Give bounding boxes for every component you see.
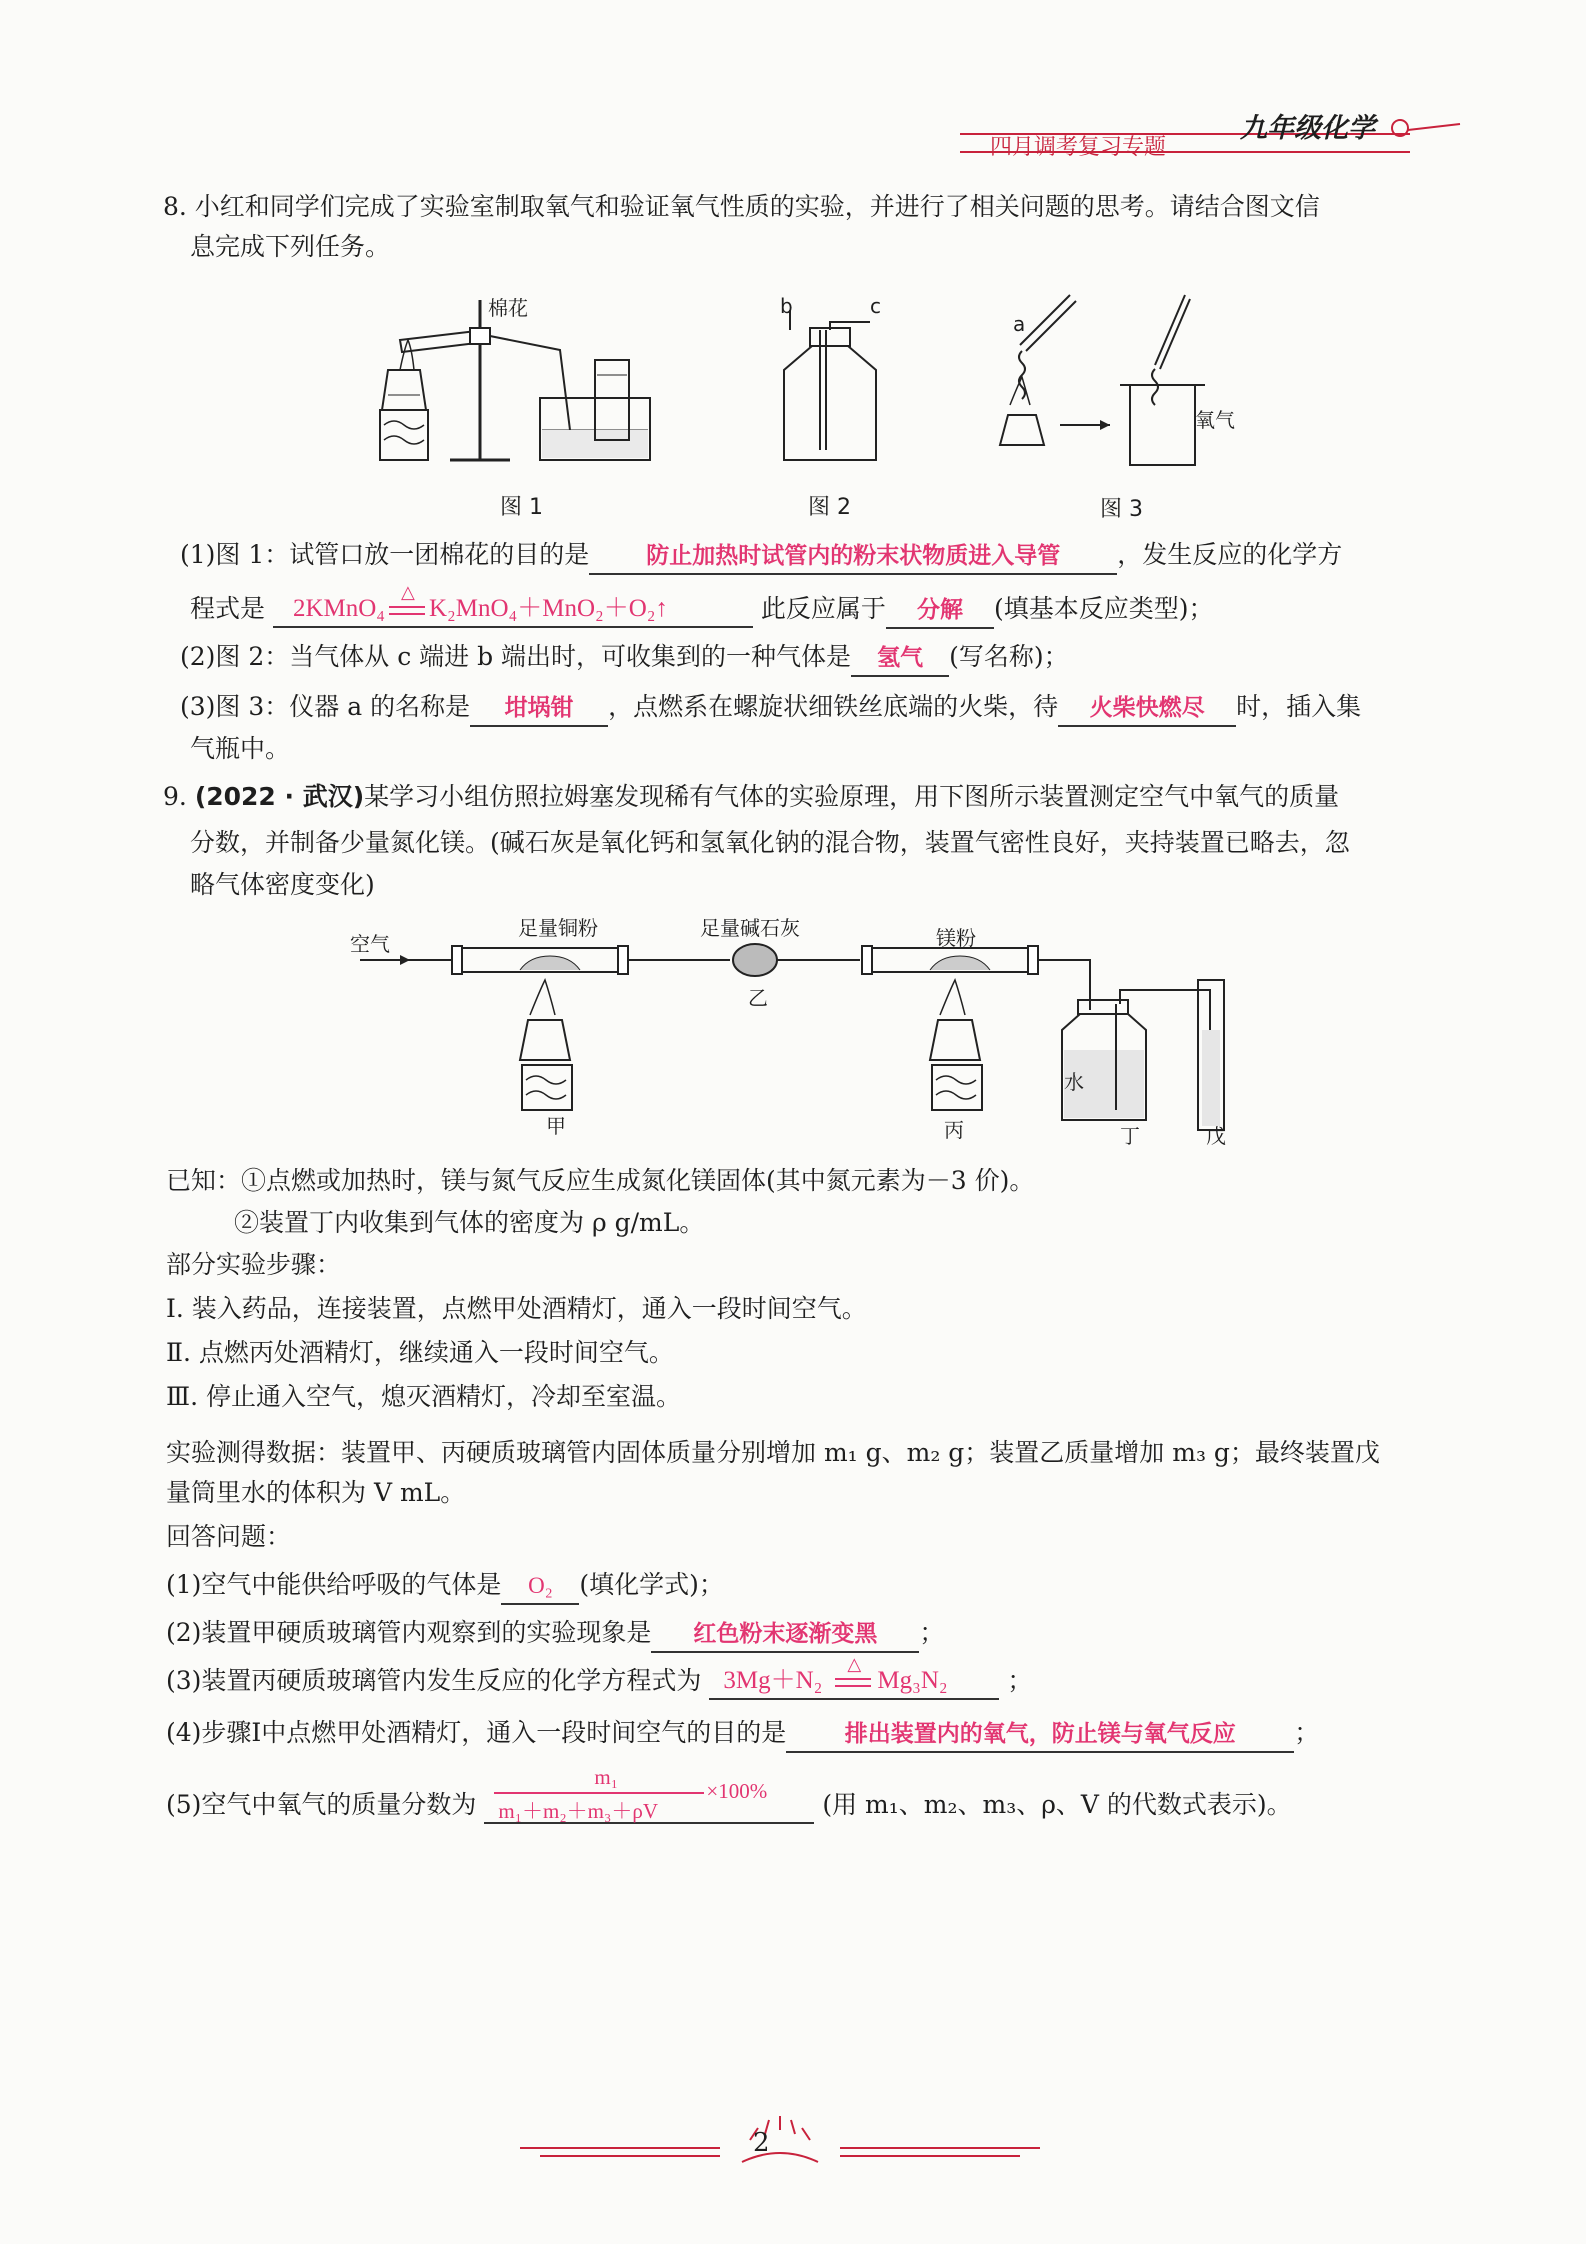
q9-label-air: 空气 [350, 932, 390, 956]
q8-eq-left: 2KMnO₄ [292, 595, 386, 622]
q9-label-ding: 丁 [1120, 1124, 1140, 1148]
q8-label-a: a [1013, 312, 1026, 336]
q9-data-line2: 量筒里水的体积为 V mL。 [166, 1478, 466, 1507]
q9-answer4 [166, 1716, 1319, 1753]
q9-a3-eq-right: Mg₃N₂ [877, 1667, 948, 1694]
q9-source: (2022 · 武汉) [194, 782, 365, 811]
q9-a2-suffix: ； [919, 1618, 945, 1647]
q9-data-line1: 实验测得数据：装置甲、丙硬质玻璃管内固体质量分别增加 m₁ g、m₂ g；装置乙质量增加 m₃ g；最终装置戊 [166, 1438, 1380, 1467]
q8-part1-line1 [180, 538, 1342, 575]
q8-part1b-mid: 此反应属于 [760, 594, 886, 623]
q8-label-c: c [870, 294, 881, 318]
q8-part3-answer2: 火柴快燃尽 [1058, 691, 1236, 727]
q8-label-b: b [780, 294, 793, 318]
q9-answer1 [166, 1568, 724, 1605]
q8-part3-line1 [180, 690, 1361, 727]
q8-eq-condition: △ [400, 582, 415, 603]
q8-part3-prefix: (3)图 3：仪器 a 的名称是 [180, 692, 471, 721]
q9-number: 9. [163, 782, 195, 811]
q9-a2-answer: 红色粉末逐渐变黑 [651, 1617, 919, 1653]
q8-caption-fig1: 图 1 [500, 495, 543, 520]
q9-a5-times: ×100% [706, 1779, 768, 1803]
q9-a5-suffix: (用 m₁、m₂、m₃、ρ、V 的代数式表示)。 [822, 1790, 1292, 1819]
q9-a5-numerator: m₁ [594, 1765, 619, 1789]
q8-part1-prefix: (1)图 1：试管口放一团棉花的目的是 [180, 540, 590, 569]
q9-label-wu: 戊 [1206, 1124, 1226, 1148]
q9-a3-eq-condition: △ [847, 1654, 862, 1675]
q9-label-copper: 足量铜粉 [518, 916, 598, 940]
q9-answer2 [166, 1616, 944, 1653]
q9-a3-equals-sign [835, 1678, 871, 1687]
q8-part1-equation-blank [273, 582, 753, 628]
q8-eq-right: K₂MnO₄＋MnO₂＋O₂↑ [428, 595, 669, 622]
q8-stem-line1: 8. 小红和同学们完成了实验室制取氧气和验证氧气性质的实验，并进行了相关问题的思考。请结合图文信 [163, 192, 1320, 221]
page-number: 2 [753, 2128, 770, 2158]
q8-part1-line2 [190, 582, 1214, 629]
q9-a1-answer: O₂ [501, 1569, 579, 1605]
q9-a1-suffix: (填化学式)； [579, 1570, 724, 1599]
q9-known2: ②装置丁内收集到气体的密度为 ρ g/mL。 [234, 1208, 705, 1237]
q8-part2-suffix: (写名称)； [949, 642, 1069, 671]
q9-apparatus-diagram [350, 920, 1250, 1160]
q9-a4-suffix: ； [1294, 1718, 1320, 1747]
q9-answer3 [166, 1654, 1033, 1700]
q8-part2 [180, 640, 1069, 677]
q9-a3-prefix: (3)装置丙硬质玻璃管内发生反应的化学方程式为 [166, 1666, 702, 1695]
q8-part2-prefix: (2)图 2：当气体从 c 端进 b 端出时，可收集到的一种气体是 [180, 642, 852, 671]
q9-label-bing: 丙 [944, 1118, 964, 1142]
q9-step2: Ⅱ. 点燃丙处酒精灯，继续通入一段时间空气。 [166, 1338, 674, 1367]
q8-part3-suffix: 时，插入集 [1236, 692, 1362, 721]
q8-part3-answer1: 坩埚钳 [470, 691, 608, 727]
q9-step1: Ⅰ. 装入药品，连接装置，点燃甲处酒精灯，通入一段时间空气。 [166, 1294, 867, 1323]
q9-label-mg: 镁粉 [936, 926, 976, 950]
q9-answer-title: 回答问题： [166, 1522, 292, 1551]
q9-a4-prefix: (4)步骤Ⅰ中点燃甲处酒精灯，通入一段时间空气的目的是 [166, 1718, 787, 1747]
q9-a5-denominator: m₁＋m₂＋m₃＋ρV [498, 1799, 658, 1823]
q8-part3-line2: 气瓶中。 [190, 734, 291, 763]
q9-stem-line3: 略气体密度变化) [190, 870, 375, 899]
q9-a2-prefix: (2)装置甲硬质玻璃管内观察到的实验现象是 [166, 1618, 652, 1647]
q9-a3-suffix: ； [1007, 1666, 1033, 1695]
q9-a1-prefix: (1)空气中能供给呼吸的气体是 [166, 1570, 502, 1599]
q8-label-cotton: 棉花 [488, 296, 528, 320]
q8-eq-equals-sign [389, 606, 425, 615]
q9-a3-eq-left: 3Mg＋N₂ [723, 1667, 823, 1694]
q8-part1-type-answer: 分解 [886, 593, 994, 629]
q9-label-sodalime: 足量碱石灰 [700, 916, 800, 940]
q8-part1b-suffix: (填基本反应类型)； [993, 594, 1214, 623]
q8-part2-answer: 氢气 [851, 641, 949, 677]
q8-part3-mid: ，点燃系在螺旋状细铁丝底端的火柴，待 [608, 692, 1059, 721]
q9-a3-equation-blank [709, 1654, 999, 1700]
q9-label-jia: 甲 [546, 1114, 566, 1138]
q8-figure1-apparatus [370, 300, 670, 470]
q9-step3: Ⅲ. 停止通入空气，熄灭酒精灯，冷却至室温。 [166, 1382, 682, 1411]
q9-a5-fraction-blank [484, 1765, 814, 1824]
q9-stem-line1 [163, 780, 1339, 814]
header-subject: 九年级化学 [1240, 113, 1375, 144]
q9-steps-title: 部分实验步骤： [166, 1250, 342, 1279]
q9-label-water: 水 [1064, 1070, 1084, 1094]
q9-answer5 [166, 1765, 1292, 1824]
q9-a4-answer: 排出装置内的氧气，防止镁与氧气反应 [786, 1717, 1294, 1753]
q9-label-yi: 乙 [748, 986, 768, 1010]
q9-stem-text1: 某学习小组仿照拉姆塞发现稀有气体的实验原理，用下图所示装置测定空气中氧气的质量 [364, 782, 1340, 811]
q8-label-oxygen: 氧气 [1195, 408, 1235, 432]
footer-decoration [520, 2110, 1040, 2180]
q9-a5-prefix: (5)空气中氧气的质量分数为 [166, 1790, 477, 1819]
q8-part1-answer: 防止加热时试管内的粉末状物质进入导管 [589, 539, 1117, 575]
q8-caption-fig2: 图 2 [808, 495, 851, 520]
q8-caption-fig3: 图 3 [1100, 497, 1143, 522]
q8-part1-suffix: ，发生反应的化学方 [1117, 540, 1343, 569]
q9-stem-line2: 分数，并制备少量氮化镁。(碱石灰是氧化钙和氢氧化钠的混合物，装置气密性良好，夹持装置已略去，忽 [190, 828, 1350, 857]
q9-known1: 已知：①点燃或加热时，镁与氮气反应生成氮化镁固体(其中氮元素为－3 价)。 [166, 1166, 1035, 1195]
header-topic: 四月调考复习专题 [990, 135, 1167, 160]
q8-figure2-bottle [770, 300, 890, 470]
q8-part1b-prefix: 程式是 [190, 594, 266, 623]
q8-stem-line2: 息完成下列任务。 [190, 232, 391, 261]
